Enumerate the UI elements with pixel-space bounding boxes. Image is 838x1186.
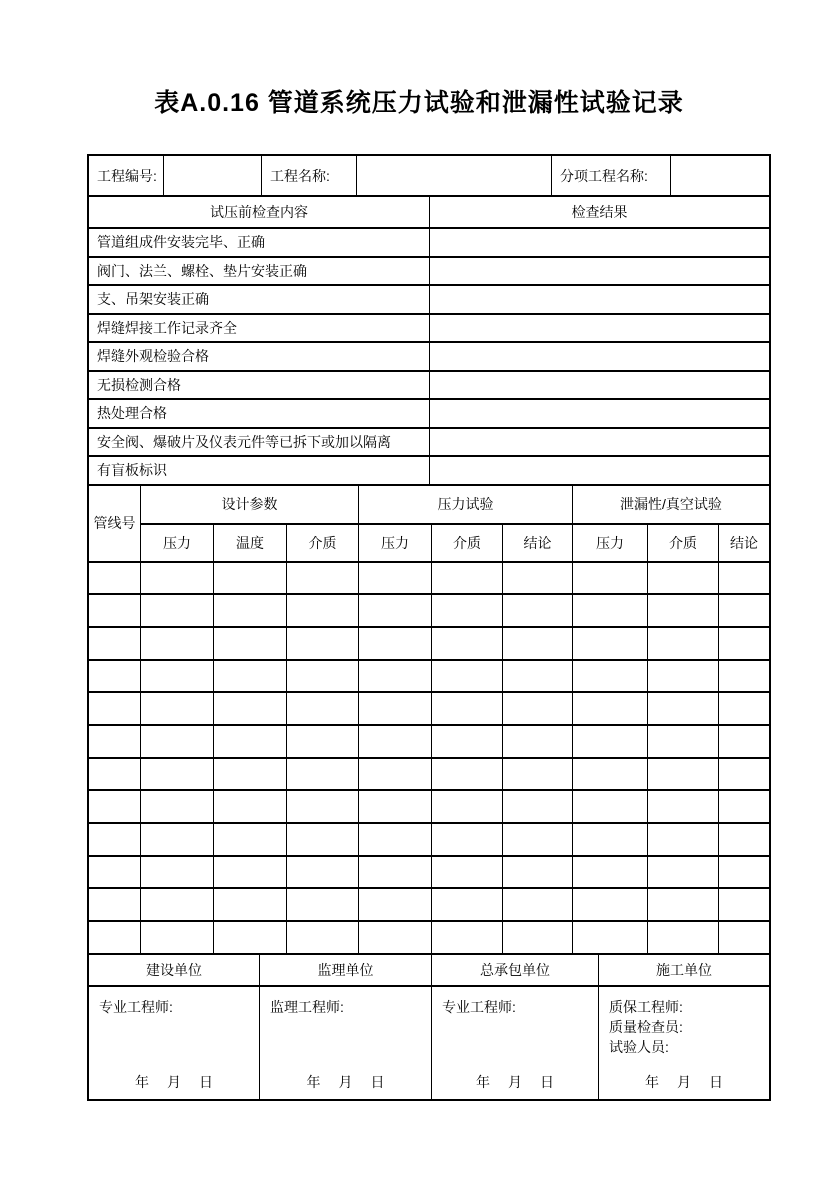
design-medium-field[interactable] [287,726,359,759]
checklist-result-field[interactable] [430,457,769,486]
design-medium-field[interactable] [287,595,359,628]
pressure-test-pressure-field[interactable] [359,889,432,922]
design-medium-field[interactable] [287,857,359,890]
pressure-test-pressure-field[interactable] [359,726,432,759]
quality-inspector-label: 质量检查员: [609,1018,683,1035]
pressure-test-medium-field[interactable] [432,693,503,726]
leak-test-pressure-field[interactable] [573,595,648,628]
line-no-field[interactable] [89,595,141,628]
leak-test-conclusion-field[interactable] [719,857,769,890]
project-name-field[interactable] [357,156,552,197]
checklist-content-header: 试压前检查内容 [89,197,430,229]
sub-project-field[interactable] [671,156,769,197]
pressure-test-pressure-field[interactable] [359,628,432,661]
pressure-test-medium-field[interactable] [432,857,503,890]
signature-footer [89,955,769,1099]
checklist-result-header: 检查结果 [430,197,769,229]
design-pressure-field[interactable] [141,791,214,824]
line-no-field[interactable] [89,563,141,596]
installation-unit-header: 施工单位 [599,955,769,987]
design-temperature-field[interactable] [214,726,287,759]
page-title: 表A.0.16 管道系统压力试验和泄漏性试验记录 [154,89,684,117]
leak-test-medium-field[interactable] [648,726,719,759]
design-params-header: 设计参数 [141,486,359,525]
construction-date-line: 年 月 日 [135,1073,215,1090]
line-no-header: 管线号 [89,486,141,563]
info-row [89,156,769,197]
design-medium-field[interactable] [287,628,359,661]
sub-project-label: 分项工程名称: [552,156,671,197]
installation-date-line: 年 月 日 [645,1073,725,1090]
contractor-unit-sign-cell[interactable] [432,987,599,1099]
design-pressure-field[interactable] [141,563,214,596]
pressure-test-pressure-field[interactable] [359,661,432,694]
general-contractor-header: 总承包单位 [432,955,599,987]
leak-test-pressure-field[interactable] [573,726,648,759]
checklist-item: 支、吊架安装正确 [89,286,430,315]
checklist-item: 焊缝焊接工作记录齐全 [89,315,430,344]
leak-test-pressure-field[interactable] [573,922,648,955]
leak-test-medium-field[interactable] [648,693,719,726]
leak-test-medium-field[interactable] [648,563,719,596]
design-temperature-field[interactable] [214,595,287,628]
pressure-test-pressure-field[interactable] [359,759,432,792]
qa-engineer-label: 质保工程师: [609,998,683,1015]
leak-test-conclusion-field[interactable] [719,628,769,661]
pressure-test-conclusion-field[interactable] [503,857,573,890]
construction-engineer-label: 专业工程师: [99,998,173,1015]
design-pressure-field[interactable] [141,889,214,922]
pressure-test-conclusion-field[interactable] [503,726,573,759]
leak-test-medium-field[interactable] [648,759,719,792]
leak-test-medium-field[interactable] [648,922,719,955]
pressure-test-pressure-field[interactable] [359,693,432,726]
leak-test-medium-header: 介质 [648,525,719,563]
leak-test-conclusion-field[interactable] [719,889,769,922]
pressure-test-pressure-field[interactable] [359,595,432,628]
leak-test-pressure-field[interactable] [573,857,648,890]
design-pressure-field[interactable] [141,857,214,890]
line-no-field[interactable] [89,889,141,922]
checklist-item: 有盲板标识 [89,457,430,486]
leak-test-pressure-field[interactable] [573,791,648,824]
design-medium-field[interactable] [287,824,359,857]
design-medium-field[interactable] [287,889,359,922]
pressure-test-medium-field[interactable] [432,759,503,792]
project-no-field[interactable] [164,156,262,197]
pressure-test-medium-field[interactable] [432,824,503,857]
pressure-test-medium-field[interactable] [432,661,503,694]
checklist-item: 热处理合格 [89,400,430,429]
leak-test-medium-field[interactable] [648,889,719,922]
design-pressure-field[interactable] [141,824,214,857]
design-temperature-field[interactable] [214,824,287,857]
pressure-test-conclusion-field[interactable] [503,824,573,857]
leak-test-conclusion-field[interactable] [719,693,769,726]
pressure-test-conclusion-header: 结论 [503,525,573,563]
leak-test-pressure-field[interactable] [573,563,648,596]
line-no-field[interactable] [89,791,141,824]
supervision-unit-sign-cell[interactable] [260,987,432,1099]
design-temperature-field[interactable] [214,693,287,726]
design-temperature-field[interactable] [214,922,287,955]
pressure-test-medium-field[interactable] [432,563,503,596]
leak-test-conclusion-field[interactable] [719,791,769,824]
design-temperature-header: 温度 [214,525,287,563]
pressure-test-conclusion-field[interactable] [503,661,573,694]
checklist-item: 焊缝外观检验合格 [89,343,430,372]
design-temperature-field[interactable] [214,889,287,922]
checklist-result-field[interactable] [430,315,769,344]
pressure-test-medium-field[interactable] [432,628,503,661]
supervision-engineer-label: 监理工程师: [270,998,344,1015]
checklist-result-field[interactable] [430,258,769,287]
leak-test-medium-field[interactable] [648,824,719,857]
pressure-test-pressure-field[interactable] [359,563,432,596]
line-no-field[interactable] [89,726,141,759]
pressure-test-conclusion-field[interactable] [503,759,573,792]
construction-unit-header: 建设单位 [89,955,260,987]
design-medium-field[interactable] [287,922,359,955]
leak-test-pressure-header: 压力 [573,525,648,563]
leak-test-medium-field[interactable] [648,791,719,824]
test-grid-table [89,486,769,955]
leak-test-medium-field[interactable] [648,857,719,890]
pressure-test-pressure-field[interactable] [359,922,432,955]
line-no-field[interactable] [89,693,141,726]
checklist-result-field[interactable] [430,400,769,429]
checklist-result-field[interactable] [430,229,769,258]
pressure-test-conclusion-field[interactable] [503,595,573,628]
contractor-date-line: 年 月 日 [476,1073,556,1090]
pressure-test-pressure-header: 压力 [359,525,432,563]
design-temperature-field[interactable] [214,661,287,694]
line-no-field[interactable] [89,661,141,694]
contractor-engineer-label: 专业工程师: [442,998,516,1015]
leak-test-conclusion-field[interactable] [719,824,769,857]
installation-unit-sign-cell[interactable] [599,987,769,1099]
pressure-test-conclusion-field[interactable] [503,693,573,726]
line-no-field[interactable] [89,857,141,890]
line-no-field[interactable] [89,922,141,955]
pressure-test-conclusion-field[interactable] [503,922,573,955]
design-pressure-field[interactable] [141,693,214,726]
design-medium-field[interactable] [287,791,359,824]
design-pressure-header: 压力 [141,525,214,563]
checklist-result-field[interactable] [430,286,769,315]
pressure-test-medium-header: 介质 [432,525,503,563]
checklist-item: 无损检测合格 [89,372,430,401]
checklist-item: 管道组成件安装完毕、正确 [89,229,430,258]
checklist-result-field[interactable] [430,429,769,458]
design-medium-field[interactable] [287,563,359,596]
design-temperature-field[interactable] [214,759,287,792]
design-pressure-field[interactable] [141,726,214,759]
pressure-test-medium-field[interactable] [432,889,503,922]
design-medium-field[interactable] [287,661,359,694]
line-no-field[interactable] [89,759,141,792]
project-name-label: 工程名称: [262,156,357,197]
design-temperature-field[interactable] [214,628,287,661]
project-no-label: 工程编号: [89,156,164,197]
design-pressure-field[interactable] [141,759,214,792]
leak-test-conclusion-field[interactable] [719,726,769,759]
leak-test-conclusion-field[interactable] [719,661,769,694]
tester-label: 试验人员: [609,1038,669,1055]
pressure-test-conclusion-field[interactable] [503,791,573,824]
checklist-item: 阀门、法兰、螺栓、垫片安装正确 [89,258,430,287]
pressure-test-medium-field[interactable] [432,726,503,759]
leak-test-medium-field[interactable] [648,595,719,628]
leak-test-conclusion-field[interactable] [719,563,769,596]
design-pressure-field[interactable] [141,661,214,694]
pressure-test-pressure-field[interactable] [359,824,432,857]
design-medium-field[interactable] [287,693,359,726]
supervision-unit-header: 监理单位 [260,955,432,987]
leak-test-pressure-field[interactable] [573,628,648,661]
design-temperature-field[interactable] [214,563,287,596]
leak-test-pressure-field[interactable] [573,824,648,857]
leak-test-pressure-field[interactable] [573,693,648,726]
leak-test-conclusion-field[interactable] [719,922,769,955]
leak-test-pressure-field[interactable] [573,661,648,694]
leak-test-conclusion-field[interactable] [719,759,769,792]
pressure-test-conclusion-field[interactable] [503,628,573,661]
pressure-test-pressure-field[interactable] [359,857,432,890]
pressure-test-medium-field[interactable] [432,922,503,955]
design-medium-field[interactable] [287,759,359,792]
leak-test-medium-field[interactable] [648,661,719,694]
design-temperature-field[interactable] [214,791,287,824]
checklist-item: 安全阀、爆破片及仪表元件等已拆下或加以隔离 [89,429,430,458]
leak-vacuum-test-header: 泄漏性/真空试验 [573,486,769,525]
supervision-date-line: 年 月 日 [306,1073,387,1090]
pressure-test-conclusion-field[interactable] [503,563,573,596]
design-pressure-field[interactable] [141,922,214,955]
leak-test-medium-field[interactable] [648,628,719,661]
checklist-result-field[interactable] [430,343,769,372]
pressure-test-conclusion-field[interactable] [503,889,573,922]
construction-unit-sign-cell[interactable] [89,987,260,1099]
design-temperature-field[interactable] [214,857,287,890]
form-sheet [87,154,771,1101]
checklist-result-field[interactable] [430,372,769,401]
design-pressure-field[interactable] [141,595,214,628]
leak-test-pressure-field[interactable] [573,759,648,792]
pressure-test-pressure-field[interactable] [359,791,432,824]
leak-test-conclusion-header: 结论 [719,525,769,563]
checklist-table [89,197,769,486]
line-no-field[interactable] [89,824,141,857]
pressure-test-header: 压力试验 [359,486,573,525]
line-no-field[interactable] [89,628,141,661]
pressure-test-medium-field[interactable] [432,791,503,824]
design-medium-header: 介质 [287,525,359,563]
leak-test-conclusion-field[interactable] [719,595,769,628]
leak-test-pressure-field[interactable] [573,889,648,922]
design-pressure-field[interactable] [141,628,214,661]
pressure-test-medium-field[interactable] [432,595,503,628]
